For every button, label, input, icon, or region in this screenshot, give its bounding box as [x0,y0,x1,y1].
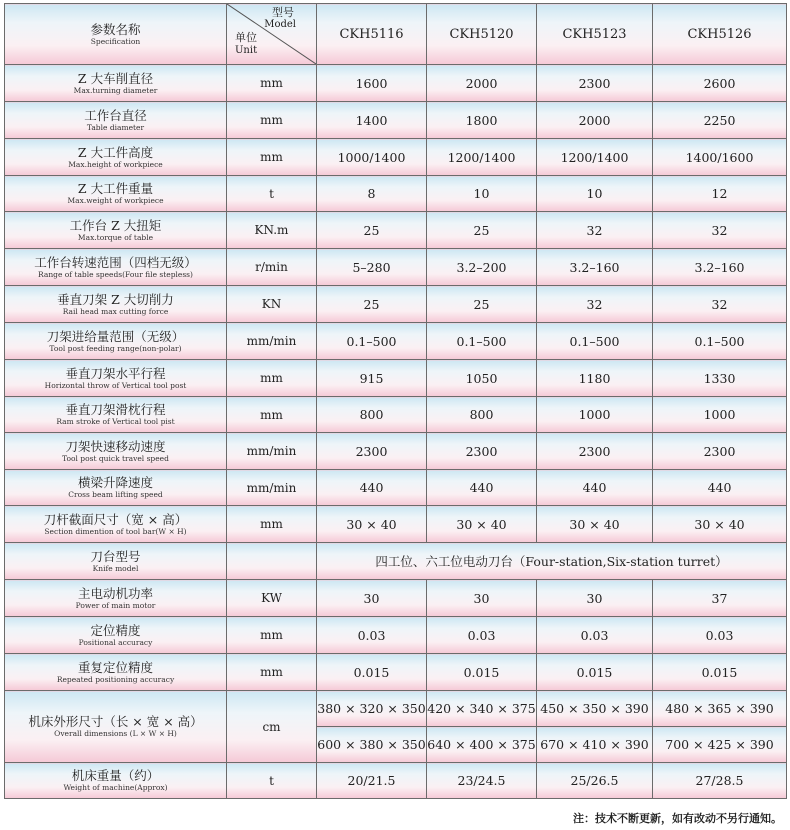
value-cell: 1180 [537,360,653,397]
value-cell: 0.03 [537,617,653,654]
value-cell: 8 [317,176,427,212]
param-name-zh: 垂直刀架水平行程 [65,365,166,381]
param-cell [5,212,227,249]
value-cell: 1200/1400 [427,139,537,176]
unit-cell: t [227,176,317,212]
value-cell: 640 × 400 × 375 [427,727,537,763]
value-cell: 0.03 [427,617,537,654]
param-name-en: Weight of machine(Approx) [63,783,168,792]
spec-row [5,470,787,506]
value-cell: 2600 [653,65,787,102]
value-cell: 1400/1600 [653,139,787,176]
value-cell: 25 [317,286,427,323]
dims-row [5,691,787,727]
value-cell: 30 [317,580,427,617]
param-cell [5,654,227,691]
value-cell: 2250 [653,102,787,139]
value-cell: 0.1–500 [427,323,537,360]
unit-cell: mm [227,617,317,654]
spec-row [5,654,787,691]
param-cell [5,249,227,286]
value-cell: 23/24.5 [427,763,537,799]
param-name-en: Table diameter [86,122,145,132]
header-model-cell: CKH5120 [427,4,537,65]
unit-cell: mm/min [227,433,317,470]
value-cell: 380 × 320 × 350 [317,691,427,727]
value-cell: 0.015 [427,654,537,691]
header-model-en: Model [264,19,296,30]
param-name-en: Max.torque of table [77,232,154,242]
value-cell: 1000 [653,397,787,433]
value-cell: 0.03 [317,617,427,654]
unit-cell: mm/min [227,470,317,506]
value-cell: 10 [427,176,537,212]
value-cell: 0.1–500 [653,323,787,360]
value-cell: 2000 [427,65,537,102]
value-cell: 30 × 40 [427,506,537,543]
header-model-cell: CKH5126 [653,4,787,65]
param-name-en: Tool post feeding range(non-polar) [49,343,182,353]
value-cell: 700 × 425 × 390 [653,727,787,763]
param-cell [5,580,227,617]
value-cell: 1000 [537,397,653,433]
spec-row [5,102,787,139]
param-name-en: Positional accuracy [78,637,153,647]
param-name-zh: 主电动机功率 [77,585,153,601]
spec-row [5,323,787,360]
param-cell [5,397,227,433]
value-cell: 0.1–500 [317,323,427,360]
value-cell: 32 [653,286,787,323]
unit-cell: mm [227,139,317,176]
param-cell [5,65,227,102]
param-name-en: Range of table speeds(Four file stepless) [38,269,193,279]
value-cell: 1330 [653,360,787,397]
value-cell: 5–280 [317,249,427,286]
param-name-en: Knife model [92,563,139,573]
header-unit-en: Unit [235,45,258,56]
param-cell [5,176,227,212]
value-cell: 3.2–160 [537,249,653,286]
spec-row [5,506,787,543]
unit-cell: mm [227,397,317,433]
value-cell: 440 [427,470,537,506]
value-cell: 2300 [427,433,537,470]
unit-cell: KW [227,580,317,617]
unit-cell: mm [227,360,317,397]
param-name-zh: 工作台 Z 大扭矩 [69,217,162,233]
value-cell: 30 [537,580,653,617]
spec-row [5,433,787,470]
param-name-en: Ram stroke of Vertical tool pist [56,417,175,426]
param-name-en: Max.height of workpiece [68,159,163,169]
value-cell: 440 [317,470,427,506]
param-name-zh: 刀台型号 [90,548,141,564]
spec-table [4,3,787,799]
param-name-en: Repeated positioning accuracy [56,674,175,684]
spec-row [5,286,787,323]
spec-row [5,580,787,617]
param-name-zh: Z 大工件重量 [77,181,154,196]
param-name-zh: 横梁升降速度 [77,475,153,490]
param-name-zh: 工作台转速范围（四档无级） [34,254,197,270]
knife-value-cell: 四工位、六工位电动刀台（Four-station,Six-station turret） [317,543,787,580]
param-name-en: Power of main motor [75,600,156,610]
value-cell: 2300 [653,433,787,470]
param-cell [5,102,227,139]
param-cell [5,543,227,580]
value-cell: 30 [427,580,537,617]
value-cell: 25 [427,286,537,323]
value-cell: 25 [427,212,537,249]
value-cell: 450 × 350 × 390 [537,691,653,727]
param-name-zh: Z 大车削直径 [77,70,154,86]
header-corner-cell [227,4,317,65]
value-cell: 0.015 [537,654,653,691]
spec-row [5,397,787,433]
header-spec-zh: 参数名称 [90,21,141,37]
value-cell: 1400 [317,102,427,139]
param-name-zh: 机床重量（约） [71,768,160,783]
value-cell: 915 [317,360,427,397]
value-cell: 25 [317,212,427,249]
param-name-en: Overall dimensions (L × W × H) [54,729,177,738]
value-cell: 0.1–500 [537,323,653,360]
spec-row [5,65,787,102]
value-cell: 30 × 40 [317,506,427,543]
param-cell [5,286,227,323]
weight-row [5,763,787,799]
param-name-en: Max.turning diameter [73,85,158,95]
unit-cell: mm [227,102,317,139]
knife-row [5,543,787,580]
param-name-zh: 刀杆截面尺寸（宽 × 高） [43,511,188,527]
value-cell: 600 × 380 × 350 [317,727,427,763]
header-spec-en: Specification [90,36,141,46]
value-cell: 32 [537,212,653,249]
spec-row [5,249,787,286]
value-cell: 1800 [427,102,537,139]
unit-cell: KN [227,286,317,323]
param-name-en: Horizontal throw of Vertical tool post [44,380,187,390]
value-cell: 440 [653,470,787,506]
param-cell [5,360,227,397]
footnote: 注：技术不断更新，如有改动不另行通知。 [573,812,782,825]
spec-row [5,212,787,249]
value-cell: 27/28.5 [653,763,787,799]
value-cell: 1600 [317,65,427,102]
value-cell: 0.03 [653,617,787,654]
value-cell: 480 × 365 × 390 [653,691,787,727]
spec-table-body [5,4,787,799]
param-name-zh: 定位精度 [90,622,141,638]
header-model-zh: 型号 [272,6,294,19]
param-name-zh: 刀架快速移动速度 [65,438,166,454]
param-name-en: Cross beam lifting speed [68,490,163,499]
param-cell [5,433,227,470]
value-cell: 670 × 410 × 390 [537,727,653,763]
param-cell [5,139,227,176]
value-cell: 3.2–160 [653,249,787,286]
spec-row [5,176,787,212]
param-name-en: Tool post quick travel speed [62,453,169,463]
param-name-en: Max.weight of workpiece [67,196,164,205]
param-name-zh: 机床外形尺寸（长 × 宽 × 高） [28,714,203,729]
unit-cell: mm/min [227,323,317,360]
param-cell [5,691,227,763]
param-name-zh: 工作台直径 [84,107,147,123]
param-cell [5,323,227,360]
value-cell: 420 × 340 × 375 [427,691,537,727]
header-spec-cell [5,4,227,65]
header-model-cell: CKH5123 [537,4,653,65]
value-cell: 800 [427,397,537,433]
spec-row [5,139,787,176]
value-cell: 32 [537,286,653,323]
value-cell: 800 [317,397,427,433]
unit-cell: mm [227,654,317,691]
param-name-zh: Z 大工件高度 [77,144,154,160]
param-name-zh: 垂直刀架 Z 大切削力 [57,291,174,307]
param-cell [5,763,227,799]
value-cell: 32 [653,212,787,249]
value-cell: 20/21.5 [317,763,427,799]
unit-cell: mm [227,65,317,102]
param-name-zh: 刀架进给量范围（无级） [46,328,185,344]
param-name-zh: 垂直刀架滑枕行程 [65,402,166,417]
unit-cell: cm [227,691,317,763]
header-row [5,4,787,65]
value-cell: 37 [653,580,787,617]
unit-cell-empty [227,543,317,580]
value-cell: 25/26.5 [537,763,653,799]
param-cell [5,506,227,543]
value-cell: 2000 [537,102,653,139]
param-name-en: Rail head max cutting force [62,306,169,316]
header-unit-zh: 单位 [235,31,257,44]
header-model-cell: CKH5116 [317,4,427,65]
value-cell: 10 [537,176,653,212]
spec-row [5,617,787,654]
spec-row [5,360,787,397]
param-cell [5,470,227,506]
value-cell: 0.015 [317,654,427,691]
value-cell: 12 [653,176,787,212]
value-cell: 30 × 40 [653,506,787,543]
value-cell: 1000/1400 [317,139,427,176]
value-cell: 2300 [537,65,653,102]
unit-cell: r/min [227,249,317,286]
value-cell: 440 [537,470,653,506]
param-cell [5,617,227,654]
value-cell: 2300 [537,433,653,470]
unit-cell: mm [227,506,317,543]
value-cell: 1200/1400 [537,139,653,176]
value-cell: 2300 [317,433,427,470]
unit-cell: t [227,763,317,799]
value-cell: 0.015 [653,654,787,691]
param-name-zh: 重复定位精度 [77,659,153,675]
value-cell: 30 × 40 [537,506,653,543]
unit-cell: KN.m [227,212,317,249]
param-name-en: Section dimention of tool bar(W × H) [44,526,187,536]
value-cell: 1050 [427,360,537,397]
value-cell: 3.2–200 [427,249,537,286]
